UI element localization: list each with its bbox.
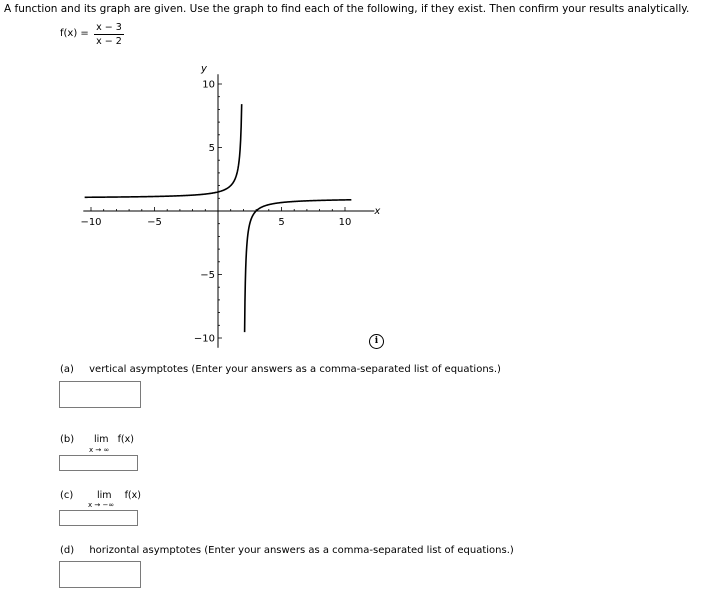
- x-tick-label: −10: [80, 217, 102, 228]
- horizontal-asymptotes-input[interactable]: [59, 561, 141, 588]
- part-c-limit: [97, 490, 141, 501]
- function-lhs: f(x) =: [60, 28, 89, 39]
- x-tick-label: 5: [278, 217, 285, 228]
- part-a-label: (a): [60, 364, 74, 375]
- part-b-subscript: x → ∞: [89, 446, 110, 454]
- part-d-text: horizontal asymptotes (Enter your answers as a comma-separated list of equations.): [89, 545, 514, 556]
- axes: [83, 74, 374, 347]
- function-numerator: x − 3: [94, 22, 124, 35]
- info-icon[interactable]: i: [369, 334, 384, 349]
- part-b-limit: [94, 434, 134, 445]
- part-a-text: vertical asymptotes (Enter your answers as a comma-separated list of equations.): [89, 364, 501, 375]
- part-a: [60, 364, 501, 375]
- part-c-label: (c): [60, 490, 74, 501]
- function-denominator: x − 2: [96, 36, 122, 47]
- part-c-lim: lim: [97, 490, 112, 501]
- part-d-label: (d): [60, 545, 75, 556]
- x-axis-label: x: [374, 206, 381, 217]
- part-b-fx: f(x): [117, 434, 134, 445]
- part-c-subscript: x → −∞: [88, 501, 115, 509]
- x-tick-label: 10: [338, 217, 352, 228]
- limit-neg-infinity-input[interactable]: [59, 510, 138, 526]
- tick-labels: [80, 80, 351, 345]
- part-b-lim: lim: [94, 434, 109, 445]
- limit-pos-infinity-input[interactable]: [59, 455, 138, 471]
- y-tick-label: 5: [208, 143, 215, 154]
- instructions-text: A function and its graph are given. Use the graph to find each of the following, if they exist. Then confirm your results analytically.: [4, 3, 690, 15]
- right-branch-curve: [245, 200, 352, 332]
- part-b-label: (b): [60, 434, 75, 445]
- part-d: [60, 545, 514, 556]
- y-tick-label: 10: [202, 79, 215, 91]
- x-tick-label: −5: [147, 217, 162, 228]
- y-tick-label: −5: [200, 270, 215, 281]
- y-axis-label: y: [201, 63, 207, 75]
- vertical-asymptotes-input[interactable]: [59, 381, 141, 408]
- part-c-fx: f(x): [124, 490, 141, 501]
- y-tick-label: −10: [193, 333, 215, 345]
